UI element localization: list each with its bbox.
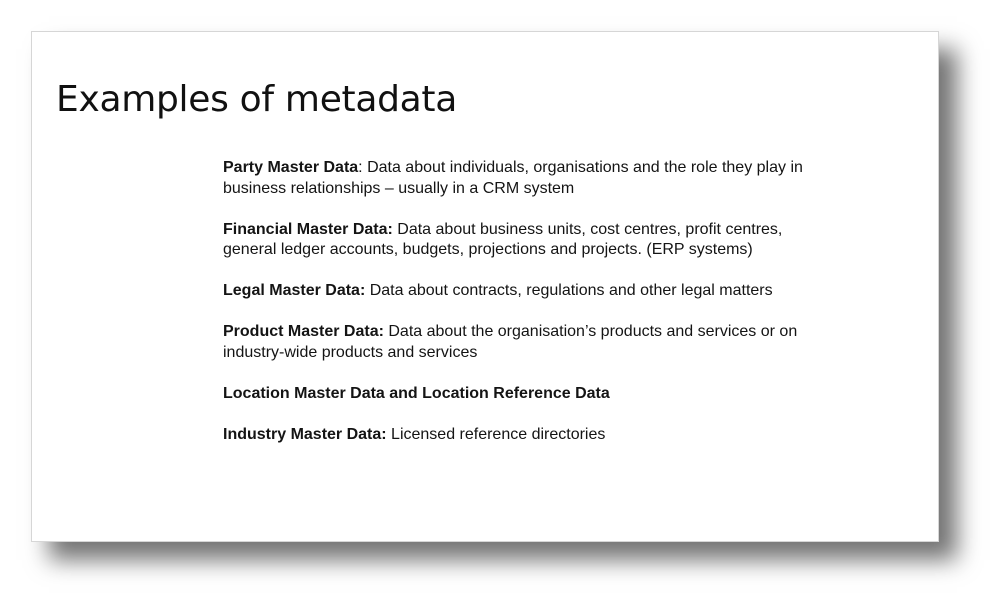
slide [31, 31, 939, 542]
entry-industry-master-data [223, 425, 803, 446]
entry-term: Industry Master Data: [223, 425, 387, 443]
entry-term: Product Master Data: [223, 323, 384, 340]
entry-legal-master-data [223, 281, 803, 302]
entry-term: Location Master Data and Location Reference Data [223, 384, 610, 402]
entry-term: Party Master Data [223, 159, 359, 176]
entry-description: Licensed reference directories [386, 425, 606, 443]
slide-content [223, 158, 803, 466]
entry-description: : Data about individuals, organisations and the role they play in business relationships – usually in a CRM system [223, 159, 803, 197]
entry-description: Data about business units, cost centres, profit centres, general ledger accounts, budgets, projections and projects. (ERP systems) [223, 220, 783, 258]
entry-product-master-data [223, 322, 803, 363]
entry-party-master-data [223, 158, 803, 199]
entry-description: Data about the organisation’s products and services or on industry-wide products and services [223, 323, 798, 361]
slide-title: Examples of metadata [56, 79, 458, 120]
entry-term: Financial Master Data: [223, 220, 393, 238]
entry-description: Data about contracts, regulations and other legal matters [365, 282, 773, 299]
entry-location-master-data [223, 384, 803, 405]
entry-term: Legal Master Data: [223, 282, 366, 299]
entry-financial-master-data [223, 220, 803, 261]
